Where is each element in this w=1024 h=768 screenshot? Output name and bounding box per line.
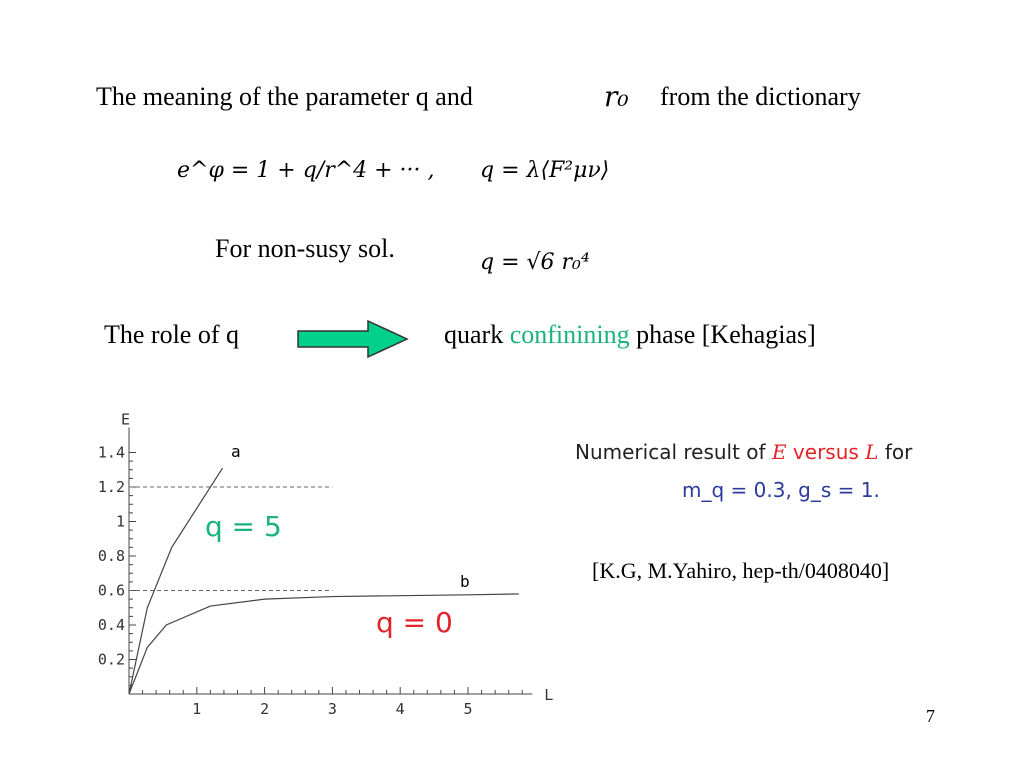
y-tick-label: 0.4: [97, 616, 125, 634]
equation-q-condensate: q = λ⟨F²μν⟩: [480, 158, 610, 183]
y-tick-label: 1.4: [97, 443, 125, 462]
y-tick-label: 1: [115, 512, 125, 531]
x-tick-label: 3: [327, 700, 337, 718]
caption-line1: [575, 440, 912, 464]
x-tick-label: 4: [395, 700, 405, 718]
y-tick-label: 0.6: [97, 581, 125, 600]
equation-dilaton: e^φ = 1 + q/r^4 + ··· ,: [177, 158, 435, 183]
caption-line2: m_q = 0.3, g_s = 1.: [682, 478, 880, 502]
annotation-q0: q = 0: [376, 606, 453, 639]
y-tick-label: 0.8: [97, 547, 125, 565]
symbol-r0: r₀: [604, 80, 629, 113]
caption-versus: versus: [792, 440, 859, 464]
series-b-label: b: [460, 572, 470, 591]
x-tick-label: 5: [463, 700, 473, 718]
phase-kehagias: phase [Kehagias]: [636, 320, 816, 349]
series-line-b: [129, 594, 519, 694]
caption-for: for: [884, 440, 913, 464]
caption-E: E: [771, 440, 787, 464]
y-axis-title: E: [121, 410, 131, 429]
annotation-q5: q = 5: [205, 510, 282, 543]
nonsusy-label: For non-susy sol.: [215, 234, 395, 263]
nonsusy-equation: q = √6 r₀⁴: [480, 250, 590, 275]
quark-word: quark: [444, 320, 504, 349]
series-line-a: [129, 468, 223, 694]
page-number: 7: [926, 706, 935, 726]
y-tick-label: 0.2: [97, 650, 125, 669]
caption-L: L: [865, 440, 879, 464]
x-axis-title: L: [544, 686, 554, 704]
caption-text-a: Numerical result of: [575, 440, 766, 464]
x-tick-label: 1: [192, 700, 202, 718]
reference-citation: [K.G, M.Yahiro, hep-th/0408040]: [592, 558, 890, 583]
y-tick-label: 1.2: [97, 478, 125, 496]
heading-before: The meaning of the parameter q and: [96, 82, 473, 111]
series-a-label: a: [231, 442, 241, 461]
heading-after: from the dictionary: [660, 82, 861, 111]
confining-word: confinining: [509, 320, 630, 349]
role-label: The role of q: [104, 320, 240, 349]
x-tick-label: 2: [260, 700, 270, 718]
